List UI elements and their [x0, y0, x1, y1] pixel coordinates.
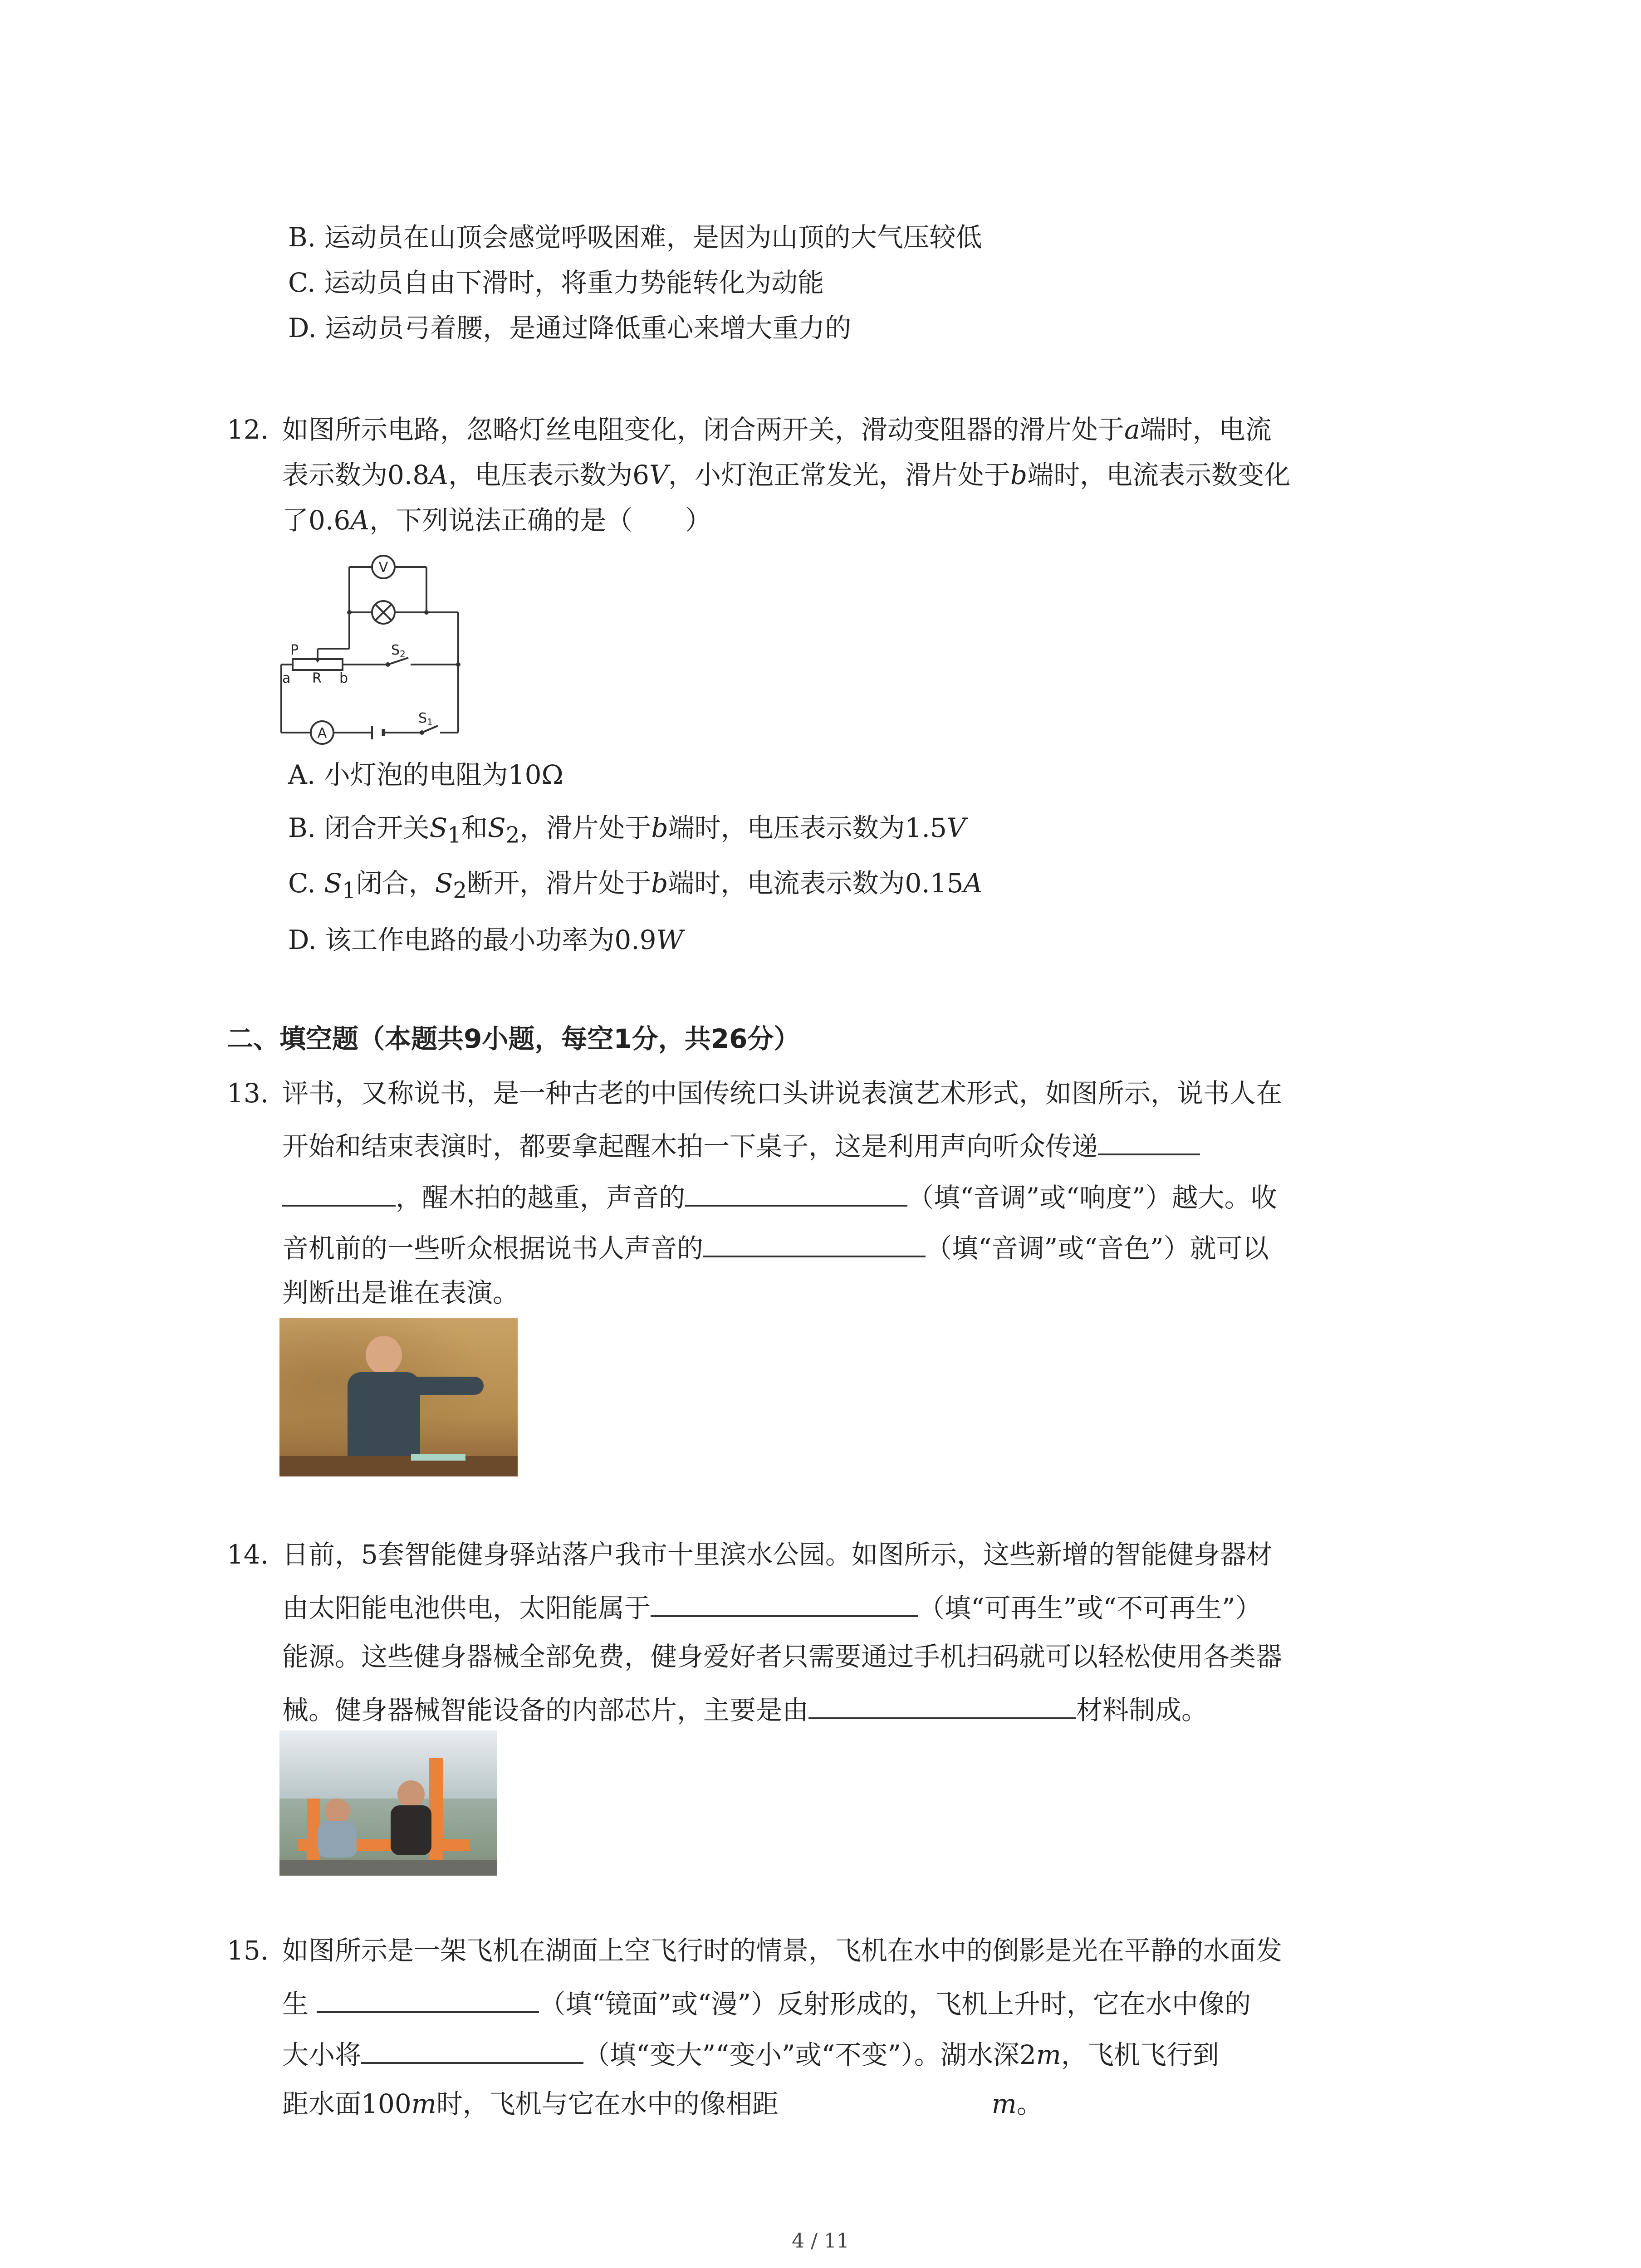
switch-s1-label: $S_1$ [418, 710, 433, 728]
q11-option-d: D. 运动员弓着腰，是通过降低重心来增大重力的 [288, 313, 852, 343]
q13-blank-1b[interactable] [282, 1179, 396, 1207]
q13-blank-3[interactable] [703, 1230, 926, 1257]
q14-line2: 由太阳能电池供电，太阳能属于 （填“可再生”或“不可再生”） [282, 1590, 1262, 1624]
q13-blank-1a[interactable] [1098, 1128, 1200, 1155]
section-heading: 二、填空题（本题共9小题，每空1分，共26分） [227, 1023, 800, 1054]
q13-line3: ，醒木拍的越重，声音的 （填“音调”或“响度”）越大。收 [282, 1179, 1277, 1213]
q13-line4: 音机前的一些听众根据说书人声音的 （填“音调”或“音色”）就可以 [282, 1230, 1269, 1264]
page-number: 4 / 11 [792, 2229, 849, 2253]
q15-blank-1[interactable] [317, 1986, 539, 2013]
q15-line3: 大小将 （填“变大”“变小”或“不变”）。湖水深2m，飞机飞行到 [282, 2037, 1219, 2071]
q12-line3: 了0.6A，下列说法正确的是（ ） [282, 505, 712, 536]
circuit-diagram [272, 551, 472, 751]
q12-option-a: A. 小灯泡的电阻为10Ω [288, 759, 563, 790]
q14-number: 14. [227, 1539, 269, 1570]
storyteller-photo [279, 1318, 518, 1476]
q15-line4: 距水面100m时，飞机与它在水中的像相距 m。 [282, 2088, 1043, 2119]
q14-blank-1[interactable] [651, 1590, 918, 1617]
q11-option-c: C. 运动员自由下滑时，将重力势能转化为动能 [288, 267, 824, 298]
q15-line2: 生 （填“镜面”或“漫”）反射形成的，飞机上升时，它在水中像的 [282, 1986, 1251, 2020]
q15-line1: 如图所示是一架飞机在湖面上空飞行时的情景，飞机在水中的倒影是光在平静的水面发 [282, 1935, 1283, 1966]
q12-number: 12. [227, 414, 269, 445]
q12-option-c: C. $S_1$闭合，$S_2$断开，滑片处于b端时，电流表示数为0.15A [288, 868, 983, 904]
q13-line5: 判断出是谁在表演。 [282, 1277, 519, 1308]
q13-line1: 评书，又称说书，是一种古老的中国传统口头讲说表演艺术形式，如图所示，说书人在 [282, 1078, 1283, 1109]
voltmeter-label: V [378, 560, 388, 576]
ammeter-label: A [317, 725, 327, 741]
q12-line1: 如图所示电路，忽略灯丝电阻变化，闭合两开关，滑动变阻器的滑片处于a端时，电流 [282, 414, 1272, 445]
q12-line2: 表示数为0.8A，电压表示数为6V，小灯泡正常发光，滑片处于b端时，电流表示数变化 [282, 459, 1291, 490]
resistor-label: R [312, 670, 322, 686]
q14-line4: 械。健身器械智能设备的内部芯片，主要是由 材料制成。 [282, 1692, 1208, 1726]
fitness-equipment-photo [279, 1730, 497, 1876]
switch-s2-label: $S_2$ [391, 642, 406, 660]
q15-number: 15. [227, 1935, 269, 1966]
q12-option-d: D. 该工作电路的最小功率为0.9W [288, 924, 684, 955]
q13-line2: 开始和结束表演时，都要拿起醒木拍一下桌子，这是利用声向听众传递 [282, 1128, 1200, 1162]
q13-blank-2[interactable] [685, 1179, 907, 1207]
slider-label: P [290, 642, 299, 658]
q14-line1: 日前，5套智能健身驿站落户我市十里滨水公园。如图所示，这些新增的智能健身器材 [282, 1539, 1273, 1570]
q11-option-b: B. 运动员在山顶会感觉呼吸困难，是因为山顶的大气压较低 [288, 222, 982, 253]
q14-line3: 能源。这些健身器械全部免费，健身爱好者只需要通过手机扫码就可以轻松使用各类器 [282, 1641, 1283, 1672]
end-a-label: a [282, 670, 291, 686]
q13-number: 13. [227, 1078, 269, 1109]
end-b-label: b [339, 670, 348, 686]
q12-option-b: B. 闭合开关$S_1$和$S_2$，滑片处于b端时，电压表示数为1.5V [288, 812, 966, 848]
q14-blank-2[interactable] [808, 1692, 1076, 1719]
q15-blank-2[interactable] [361, 2037, 583, 2064]
